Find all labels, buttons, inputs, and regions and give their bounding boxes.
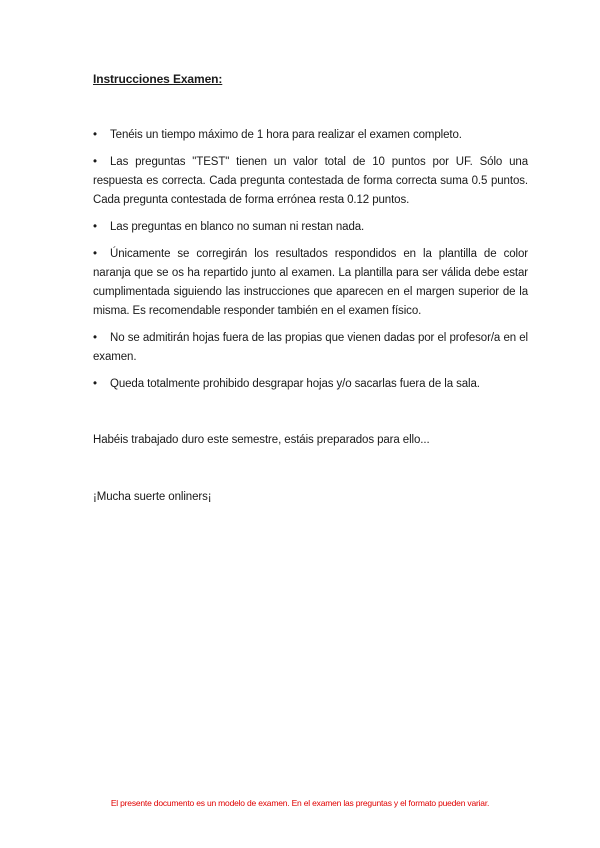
instruction-text: No se admitirán hojas fuera de las propias que vienen dadas por el profesor/a en el examen. <box>93 332 528 363</box>
list-item <box>93 375 528 394</box>
bullet-icon: • <box>93 248 97 260</box>
closing-text: Habéis trabajado duro este semestre, estáis preparados para ello... <box>93 434 430 446</box>
list-item <box>93 329 528 367</box>
bullet-icon: • <box>93 129 97 141</box>
footer-disclaimer: El presente documento es un modelo de examen. En el examen las preguntas y el formato pueden variar. <box>110 798 490 808</box>
list-item <box>93 245 528 321</box>
bullet-icon: • <box>93 378 97 390</box>
signoff-text: ¡Mucha suerte onliners¡ <box>93 491 212 503</box>
list-item <box>93 153 528 210</box>
instruction-text: Las preguntas "TEST" tienen un valor total de 10 puntos por UF. Sólo una respuesta es correcta. Cada pregunta contestada de forma correcta suma 0.5 puntos. Cada pregunta contestada de forma errónea resta 0.12 puntos. <box>93 156 528 206</box>
page-title: Instrucciones Examen: <box>93 72 223 86</box>
instruction-text: Únicamente se corregirán los resultados respondidos en la plantilla de color naranja que se os ha repartido junto al examen. La plantilla para ser válida debe estar cumplimentada siguiendo las instrucciones que aparecen en el margen superior de la misma. Es recomendable responder también en el examen físico. <box>93 248 528 317</box>
bullet-icon: • <box>93 332 97 344</box>
bullet-icon: • <box>93 221 97 233</box>
bullet-icon: • <box>93 156 97 168</box>
list-item <box>93 126 528 145</box>
list-item <box>93 218 528 237</box>
instruction-text: Tenéis un tiempo máximo de 1 hora para realizar el examen completo. <box>110 129 462 141</box>
instructions-list <box>93 126 528 402</box>
instruction-text: Queda totalmente prohibido desgrapar hojas y/o sacarlas fuera de la sala. <box>110 378 480 390</box>
instruction-text: Las preguntas en blanco no suman ni restan nada. <box>110 221 365 233</box>
